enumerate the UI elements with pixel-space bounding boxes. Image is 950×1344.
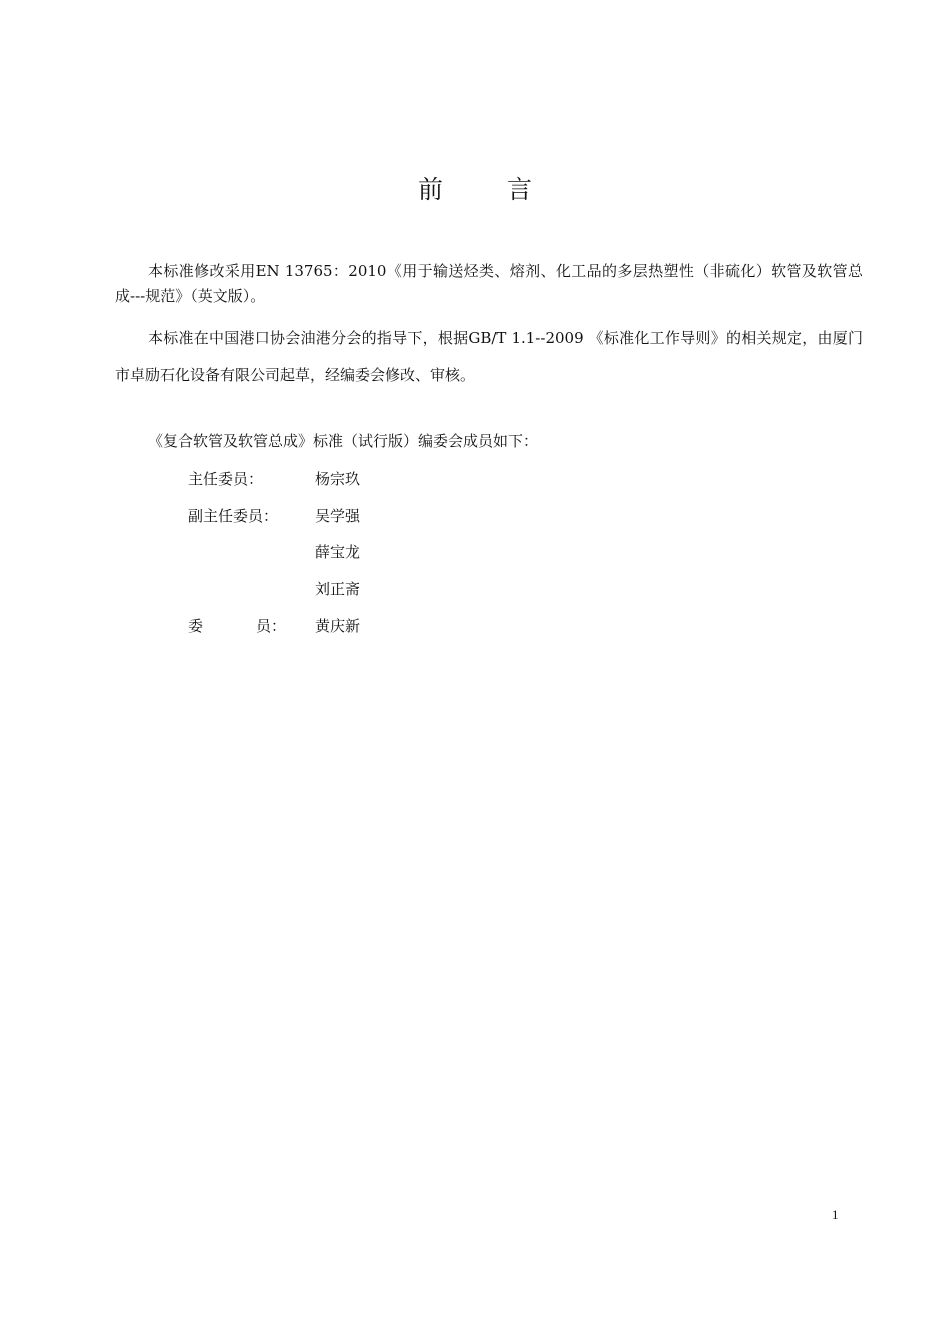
page-title: 前言 (417, 175, 596, 204)
member-row-vice-chair-1 (188, 504, 360, 529)
member-role: 副主任委员： (188, 507, 279, 525)
paragraph-drafting: 本标准在中国港口协会油港分会的指导下，根据GB/T 1.1--2009 《标准化工作导则》的相关规定，由厦门市卓励石化设备有限公司起草，经编委会修改、审核。 (115, 329, 863, 384)
member-role (188, 577, 315, 602)
member-role (188, 540, 315, 565)
member-row-member (188, 614, 360, 639)
committee-intro: 《复合软管及软管总成》标准（试行版）编委会成员如下： (148, 432, 539, 450)
member-name: 吴学强 (315, 507, 361, 525)
paragraph-adoption: 本标准修改采用EN 13765：2010《用于输送烃类、熔剂、化工品的多层热塑性（非硫化）软管及软管总成---规范》（英文版）。 (115, 262, 863, 305)
member-role-char1: 委 (188, 617, 204, 635)
member-role (188, 614, 315, 639)
member-row-vice-chair-2 (188, 540, 360, 565)
member-role-char2: 员： (256, 617, 287, 635)
member-name: 薛宝龙 (315, 543, 361, 561)
member-row-vice-chair-3 (188, 577, 360, 602)
member-row-chair (188, 467, 360, 492)
member-name: 杨宗玖 (315, 470, 361, 488)
page-number: 1 (832, 1207, 839, 1222)
member-name: 黄庆新 (315, 617, 361, 635)
member-role: 主任委员： (188, 470, 264, 488)
member-name: 刘正斋 (315, 580, 361, 598)
